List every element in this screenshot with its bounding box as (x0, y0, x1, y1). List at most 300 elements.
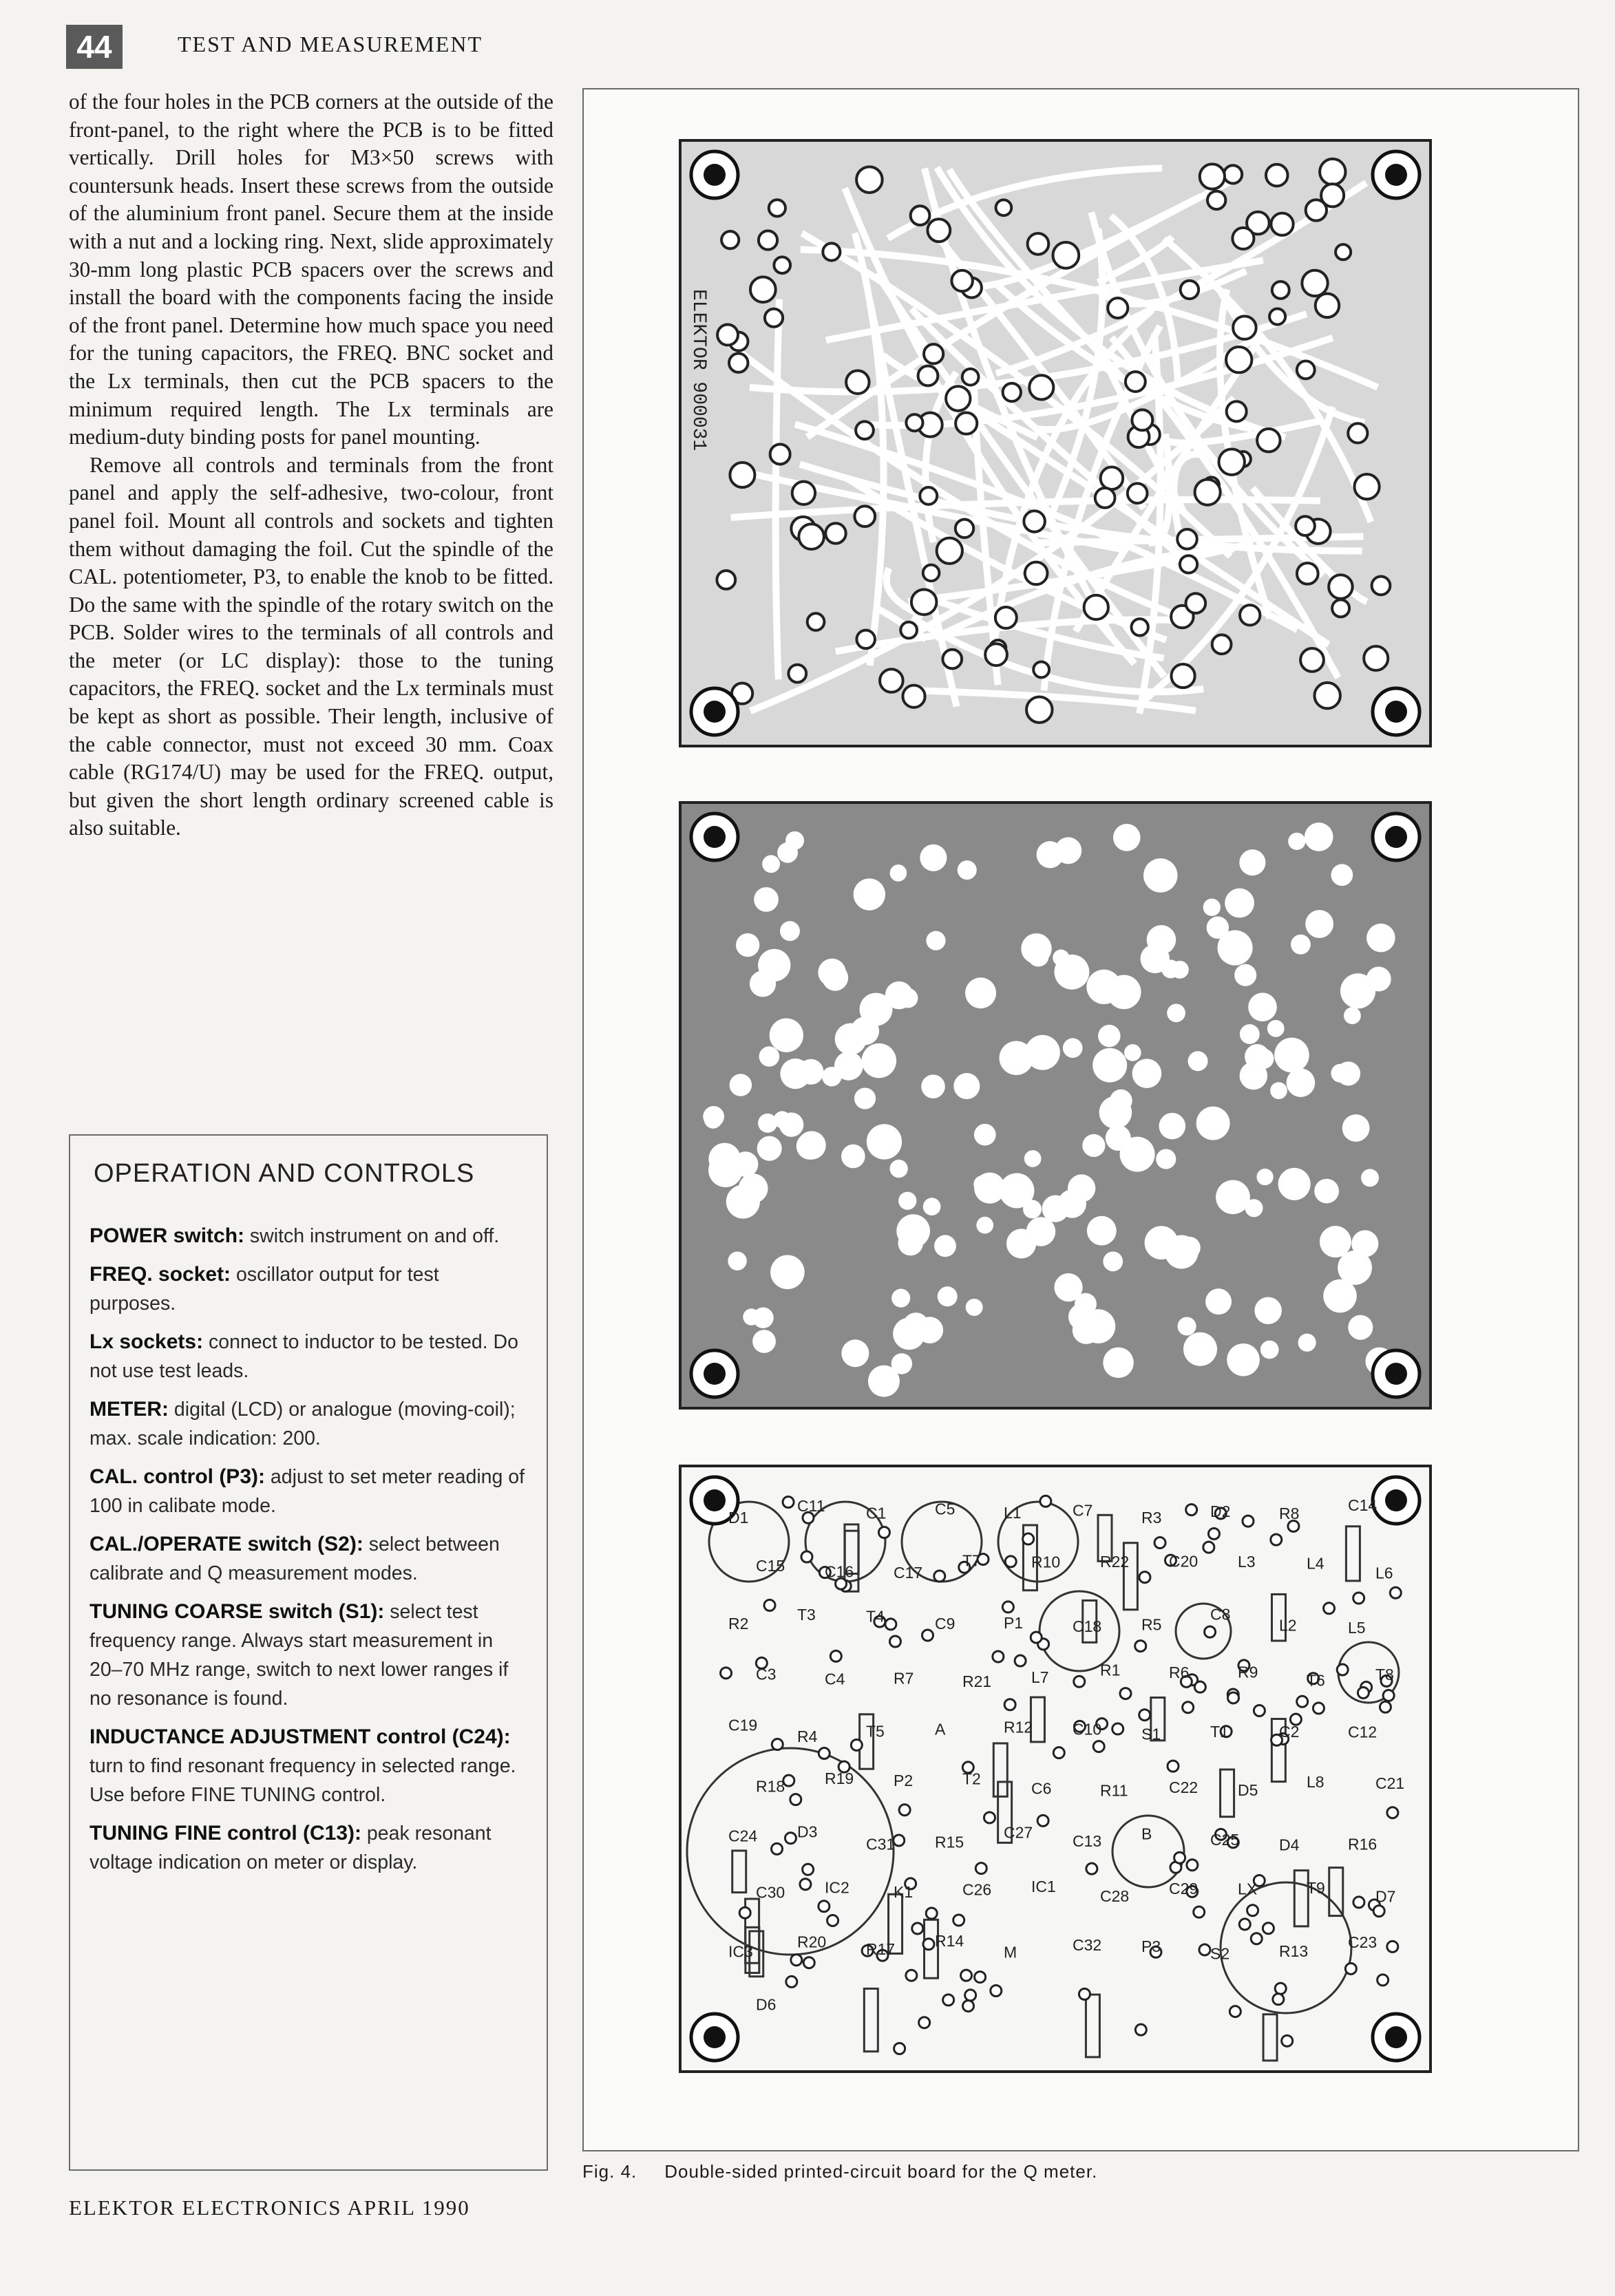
silk-label: L6 (1375, 1564, 1393, 1582)
body-paragraph: Remove all controls and terminals from the front panel and apply the self-adhesive, two-colour, front panel foil. Mount all controls and sockets and tighten them without damaging the foil. Cut the spindle of the CAL. potentiometer, P3, to enable the knob to be fitted. Do the same with the spindle of the rotary switch on the PCB. Solder wires to the terminals of all controls and the meter (or LC display): those to the tuning capacitors, the FREQ. socket and the Lx terminals must be kept as short as possible. Their length, inclusive of the cable connector, must not exceed 30 mm. Coax cable (RG174/U) may be used for the FREQ. output, but given the short length ordinary screened cable is also suitable. (69, 452, 553, 840)
silk-label: LX (1238, 1880, 1258, 1898)
silk-label: C11 (797, 1496, 825, 1515)
silk-label: C1 (866, 1504, 887, 1522)
component-pad (899, 1805, 910, 1816)
solder-pad (902, 685, 925, 708)
ground-clearance (1205, 1288, 1232, 1315)
component-pad (963, 2001, 974, 2012)
ground-clearance (758, 1114, 777, 1133)
silk-label: C3 (756, 1665, 777, 1683)
ground-clearance (739, 1173, 768, 1203)
solder-pad (759, 231, 777, 249)
component-pad (830, 1650, 841, 1661)
ground-clearance (1288, 833, 1305, 850)
component-pad (772, 1843, 783, 1854)
silk-label: D7 (1375, 1887, 1396, 1906)
component-pad (1205, 1626, 1216, 1637)
silk-label: C5 (935, 1500, 956, 1518)
silk-label: D6 (756, 1995, 777, 2014)
solder-pad (996, 200, 1012, 215)
ground-clearance (1216, 1180, 1250, 1214)
silk-label: R11 (1100, 1781, 1128, 1800)
solder-pad (1181, 281, 1199, 299)
component-pad (819, 1901, 830, 1912)
component-pad (1031, 1632, 1042, 1643)
silk-label: C13 (1073, 1831, 1102, 1850)
component-pad (943, 1995, 954, 2006)
ground-clearance (1024, 1150, 1042, 1167)
silk-label: R5 (1141, 1615, 1162, 1634)
ground-clearance (1217, 931, 1252, 966)
silk-label: K1 (894, 1882, 914, 1901)
component-pad (1168, 1761, 1179, 1772)
solder-pad (1272, 281, 1289, 299)
solder-pad (1314, 683, 1340, 708)
page-footer: ELEKTOR ELECTRONICS APRIL 1990 (69, 2196, 470, 2220)
solder-pad (769, 200, 785, 216)
caption-text: Double-sided printed-circuit board for the Q meter. (664, 2161, 1098, 2182)
component-pad (1229, 2006, 1241, 2017)
silk-label: R14 (935, 1931, 964, 1950)
ground-clearance (1267, 1020, 1285, 1037)
component-pad (1239, 1919, 1250, 1930)
ground-clearance (1107, 975, 1141, 1009)
silk-label: C4 (825, 1670, 845, 1688)
silk-label: R17 (866, 1940, 896, 1959)
silk-label: R1 (1100, 1661, 1121, 1679)
component-pad (1297, 1696, 1308, 1707)
solder-pad (792, 482, 815, 504)
component-pad (739, 1907, 750, 1918)
solder-pad (1033, 661, 1049, 677)
control-name: TUNING COARSE switch (S1): (89, 1600, 385, 1623)
silk-label: C31 (866, 1835, 896, 1853)
ground-clearance (752, 1308, 773, 1328)
component-pad (1208, 1528, 1219, 1539)
mounting-hole-center (704, 164, 726, 186)
solder-pad (799, 524, 824, 549)
ground-clearance (890, 864, 907, 882)
ground-clearance (759, 1046, 780, 1067)
ground-clearance (1055, 955, 1090, 990)
control-text: select between calibrate and Q measurement modes. (89, 1533, 500, 1584)
solder-pad (1321, 184, 1344, 206)
ground-clearance (1103, 1251, 1123, 1271)
ground-clearance (889, 1160, 907, 1178)
ground-clearance (796, 1133, 823, 1160)
component-pad (1023, 1533, 1034, 1544)
ground-clearance (1058, 1189, 1086, 1218)
ground-clearance (1245, 1044, 1269, 1069)
silk-label: C14 (1348, 1496, 1378, 1515)
component-pad (790, 1794, 801, 1805)
ground-clearance (1179, 1237, 1201, 1259)
solder-pad (1186, 593, 1206, 613)
mounting-hole-center (1385, 164, 1407, 186)
ground-clearance (920, 844, 947, 871)
solder-pad (1372, 577, 1391, 595)
solder-pad (717, 325, 738, 346)
component-pad (1373, 1906, 1384, 1917)
ground-clearance (1124, 1044, 1141, 1061)
silk-label: C25 (1210, 1831, 1240, 1849)
component-pad (1112, 1723, 1123, 1734)
ground-clearance (1327, 1285, 1353, 1311)
ground-clearance (1227, 1343, 1260, 1376)
solder-pad (1026, 697, 1052, 722)
solder-pad (1212, 635, 1232, 654)
component-pad (1186, 1505, 1197, 1516)
ground-clearance (891, 1289, 910, 1308)
silk-label: C30 (756, 1883, 785, 1902)
component-pad (953, 1915, 964, 1926)
component-pad (923, 1939, 934, 1950)
component-pad (1004, 1699, 1015, 1710)
mounting-hole-center (1385, 2026, 1407, 2048)
solder-pad (1302, 270, 1327, 296)
component-pad (1380, 1701, 1391, 1712)
ground-clearance (1028, 946, 1049, 967)
component-pad (783, 1496, 794, 1507)
component-pad (1120, 1688, 1131, 1699)
solder-pad (1320, 159, 1345, 184)
silk-label: IC3 (728, 1942, 753, 1961)
ground-clearance (891, 1353, 912, 1374)
ground-clearance (1239, 849, 1265, 875)
control-text: switch instrument on and off. (244, 1225, 500, 1247)
silk-label: B (1141, 1825, 1152, 1843)
solder-pad (1207, 191, 1225, 209)
ground-clearance (1248, 992, 1277, 1021)
section-heading: TEST AND MEASUREMENT (178, 32, 483, 56)
silk-label: C15 (756, 1557, 785, 1575)
mounting-hole-center (704, 2026, 726, 2048)
component-pad (1243, 1516, 1254, 1527)
solder-pad (1029, 375, 1053, 399)
silk-label: T7 (962, 1551, 981, 1570)
silk-label: C23 (1348, 1933, 1378, 1951)
solder-pad (823, 243, 840, 260)
silk-label: D5 (1238, 1781, 1258, 1800)
component-pad (1183, 1702, 1194, 1713)
component-pad (1263, 1923, 1274, 1934)
ground-clearance (1055, 837, 1081, 864)
silk-label: T8 (1375, 1665, 1394, 1683)
solder-pad (788, 665, 806, 683)
component-pad (791, 1955, 802, 1966)
silk-label: L7 (1031, 1668, 1049, 1687)
ground-clearance (730, 1074, 752, 1096)
silk-label: D3 (797, 1822, 818, 1841)
control-item-inductance (89, 1723, 529, 1809)
ground-clearance (921, 1074, 945, 1098)
component-pad (919, 2017, 930, 2028)
component-pad (1273, 1994, 1284, 2005)
component-pad (878, 1527, 889, 1538)
silk-label: C26 (962, 1880, 992, 1899)
ground-clearance (1063, 1038, 1083, 1058)
ground-clearance (1087, 1216, 1117, 1246)
component-pad (961, 1970, 972, 1981)
operation-controls-box (69, 1134, 548, 2171)
control-name: TUNING FINE control (C13): (89, 1822, 361, 1845)
control-text: turn to find resonant frequency in selected range. Use before FINE TUNING control. (89, 1755, 516, 1806)
ground-clearance (1025, 1035, 1060, 1070)
mounting-hole-center (1385, 826, 1407, 848)
ground-clearance (916, 1317, 943, 1343)
component-pad (1174, 1852, 1185, 1863)
control-text: select test frequency range. Always start measurement in 20–70 MHz range, switch to next lower ranges if no resonance is found. (89, 1601, 509, 1710)
component-pad (975, 1972, 986, 1983)
silk-label: T9 (1307, 1879, 1325, 1898)
solder-pad (1028, 233, 1049, 255)
solder-pad (1171, 664, 1194, 688)
silk-label: C6 (1031, 1779, 1052, 1798)
ground-clearance (1320, 1226, 1351, 1257)
solder-pad (729, 354, 748, 372)
silk-label: A (935, 1720, 946, 1739)
ground-clearance (854, 1087, 876, 1109)
ground-clearance (1183, 1332, 1217, 1366)
solder-pad (774, 257, 790, 273)
silk-label: R15 (935, 1833, 964, 1851)
silk-label: T3 (797, 1605, 816, 1624)
ground-clearance (1113, 824, 1141, 851)
ground-clearance (1234, 964, 1256, 986)
control-name: METER: (89, 1398, 169, 1421)
silk-label: T5 (866, 1722, 885, 1741)
ground-clearance (1132, 1059, 1162, 1088)
ground-clearance (1314, 1179, 1339, 1204)
solder-pad (1296, 516, 1315, 535)
component-pad (764, 1599, 775, 1611)
ground-clearance (862, 1043, 896, 1078)
control-item-meter (89, 1395, 529, 1453)
control-name: CAL./OPERATE switch (S2): (89, 1533, 363, 1555)
page-number: 44 (66, 25, 123, 69)
component-pad (1251, 1933, 1262, 1944)
control-item-tuning-fine (89, 1819, 529, 1877)
ground-clearance (777, 842, 798, 863)
solder-pad (1336, 244, 1351, 259)
ground-clearance (926, 931, 945, 950)
solder-pad (1195, 480, 1221, 505)
ground-clearance (841, 1339, 869, 1367)
solder-pad (1226, 347, 1252, 372)
component-pad (786, 1976, 797, 1987)
ground-clearance (1188, 1051, 1208, 1071)
component-pad (991, 1986, 1002, 1997)
component-pad (1037, 1815, 1048, 1826)
solder-pad (1200, 164, 1225, 189)
control-item-freq (89, 1260, 529, 1318)
component-pad (922, 1630, 933, 1641)
mounting-hole-center (1385, 1363, 1407, 1385)
component-pad (1135, 1641, 1146, 1652)
component-pad (993, 1651, 1004, 1662)
silk-label: R12 (1004, 1718, 1033, 1736)
solder-pad (985, 644, 1007, 666)
silk-label: P1 (1004, 1613, 1024, 1632)
silk-label: R2 (728, 1614, 749, 1633)
silk-label: L8 (1307, 1772, 1324, 1791)
silk-label: P2 (894, 1772, 914, 1790)
solder-pad (911, 589, 937, 615)
ground-clearance (757, 1136, 782, 1161)
component-pad (1383, 1690, 1394, 1701)
ground-clearance (1274, 1038, 1309, 1073)
component-pad (827, 1915, 838, 1926)
ground-clearance (1167, 1004, 1185, 1023)
ground-clearance (966, 1299, 983, 1316)
silk-label: C19 (728, 1716, 758, 1734)
silk-label: D4 (1279, 1836, 1300, 1854)
component-pad (1015, 1655, 1026, 1666)
control-item-cal (89, 1463, 529, 1520)
solder-pad (924, 344, 943, 363)
mounting-hole-center (704, 1363, 726, 1385)
component-pad (1074, 1676, 1085, 1687)
control-name: INDUCTANCE ADJUSTMENT control (C24): (89, 1725, 511, 1748)
ground-clearance (822, 965, 848, 991)
solder-pad (923, 565, 940, 582)
board-code-label: ELEKTOR 900031 (688, 289, 709, 451)
silk-label: C32 (1073, 1936, 1102, 1955)
component-pad (1353, 1897, 1364, 1908)
ground-clearance (1366, 924, 1395, 953)
ground-clearance (1203, 899, 1221, 916)
solder-pad (807, 613, 825, 630)
component-pad (1194, 1906, 1205, 1917)
silk-label: D1 (728, 1508, 749, 1527)
silk-label: R10 (1031, 1553, 1061, 1571)
control-name: FREQ. socket: (89, 1263, 231, 1286)
solder-pad (1364, 646, 1388, 670)
component-pad (1093, 1741, 1104, 1752)
silk-label: C18 (1073, 1617, 1102, 1635)
silk-label: L5 (1348, 1618, 1366, 1637)
component-pad (721, 1668, 732, 1679)
component-pad (1288, 1520, 1299, 1531)
ground-clearance (1298, 1334, 1316, 1352)
component-pad (1313, 1703, 1324, 1714)
solder-pad (956, 413, 977, 434)
silk-label: L2 (1279, 1616, 1297, 1635)
ground-clearance (1245, 1199, 1263, 1217)
ground-clearance (1225, 889, 1254, 918)
silk-label: R21 (962, 1672, 992, 1691)
ground-clearance (762, 855, 780, 873)
mounting-hole-center (1385, 701, 1407, 723)
ground-clearance (1082, 1134, 1105, 1157)
solder-pad (1329, 575, 1352, 598)
caption-label: Fig. 4. (582, 2161, 637, 2182)
ground-clearance (965, 977, 996, 1008)
ground-clearance (1196, 1107, 1230, 1140)
silk-label: R7 (894, 1669, 914, 1688)
ground-clearance (1098, 1025, 1120, 1047)
component-pad (934, 1571, 945, 1582)
solder-pad (856, 421, 874, 439)
ground-clearance (1156, 1149, 1176, 1169)
ground-clearance (1023, 1200, 1042, 1218)
solder-pad (1003, 383, 1021, 401)
solder-pad (750, 277, 776, 302)
ground-clearance (1305, 822, 1333, 851)
solder-pad (1316, 294, 1339, 317)
solder-pad (1269, 308, 1285, 324)
solder-pad (906, 414, 922, 431)
component-pad (926, 1908, 937, 1919)
silk-label: R20 (797, 1933, 827, 1951)
ground-clearance (703, 1106, 724, 1127)
control-text: digital (LCD) or analogue (moving-coil); max. scale indication: 200. (89, 1399, 516, 1449)
silk-label: T4 (866, 1607, 885, 1626)
solder-pad (956, 520, 973, 538)
control-item-power (89, 1222, 529, 1251)
component-pad (1247, 1905, 1258, 1916)
ground-clearance (934, 1235, 956, 1257)
pcb-figure (582, 88, 1579, 2151)
component-pad (1154, 1538, 1165, 1549)
ground-clearance (1161, 959, 1180, 978)
solder-pad (927, 219, 950, 242)
solder-pad (900, 622, 917, 639)
component-pad (785, 1833, 796, 1844)
ground-clearance (754, 887, 779, 912)
solder-pad (721, 231, 739, 248)
silk-label: S1 (1141, 1725, 1161, 1743)
ground-clearance (822, 1067, 842, 1087)
ground-clearance (770, 1255, 805, 1290)
component-pad (1345, 1963, 1356, 1974)
silk-label: C2 (1279, 1723, 1300, 1741)
ground-clearance (953, 1073, 980, 1099)
component-pad (965, 1990, 976, 2001)
solder-pad (1128, 483, 1148, 503)
component-pad (889, 1636, 900, 1647)
ground-clearance (938, 1286, 958, 1306)
solder-pad (1084, 595, 1108, 619)
component-pad (1002, 1602, 1013, 1613)
solder-pad (1348, 423, 1367, 443)
mounting-hole-center (704, 826, 726, 848)
ground-clearance (1240, 1024, 1260, 1044)
figure-caption (582, 2161, 1097, 2182)
copper-track (776, 299, 779, 680)
control-item-cal-operate (89, 1530, 529, 1588)
silk-label: C8 (1210, 1605, 1231, 1624)
silk-label: R3 (1141, 1509, 1162, 1527)
control-text: peak resonant voltage indication on meter or display. (89, 1822, 492, 1873)
solder-pad (825, 523, 845, 543)
ground-clearance (898, 988, 918, 1008)
silk-label: C9 (935, 1614, 956, 1633)
ground-clearance (1081, 1309, 1116, 1343)
solder-pad (1218, 449, 1244, 474)
component-pad (801, 1551, 812, 1562)
solder-pad (770, 444, 790, 464)
component-pad (1139, 1572, 1150, 1583)
ground-clearance (1361, 1169, 1379, 1187)
pcb-track-layer (680, 140, 1431, 746)
solder-pad (856, 630, 875, 649)
ground-clearance (1177, 1317, 1196, 1335)
silk-label: C24 (728, 1827, 758, 1845)
control-name: POWER switch: (89, 1224, 245, 1247)
silk-label: R13 (1279, 1942, 1309, 1960)
mounting-hole-center (704, 701, 726, 723)
